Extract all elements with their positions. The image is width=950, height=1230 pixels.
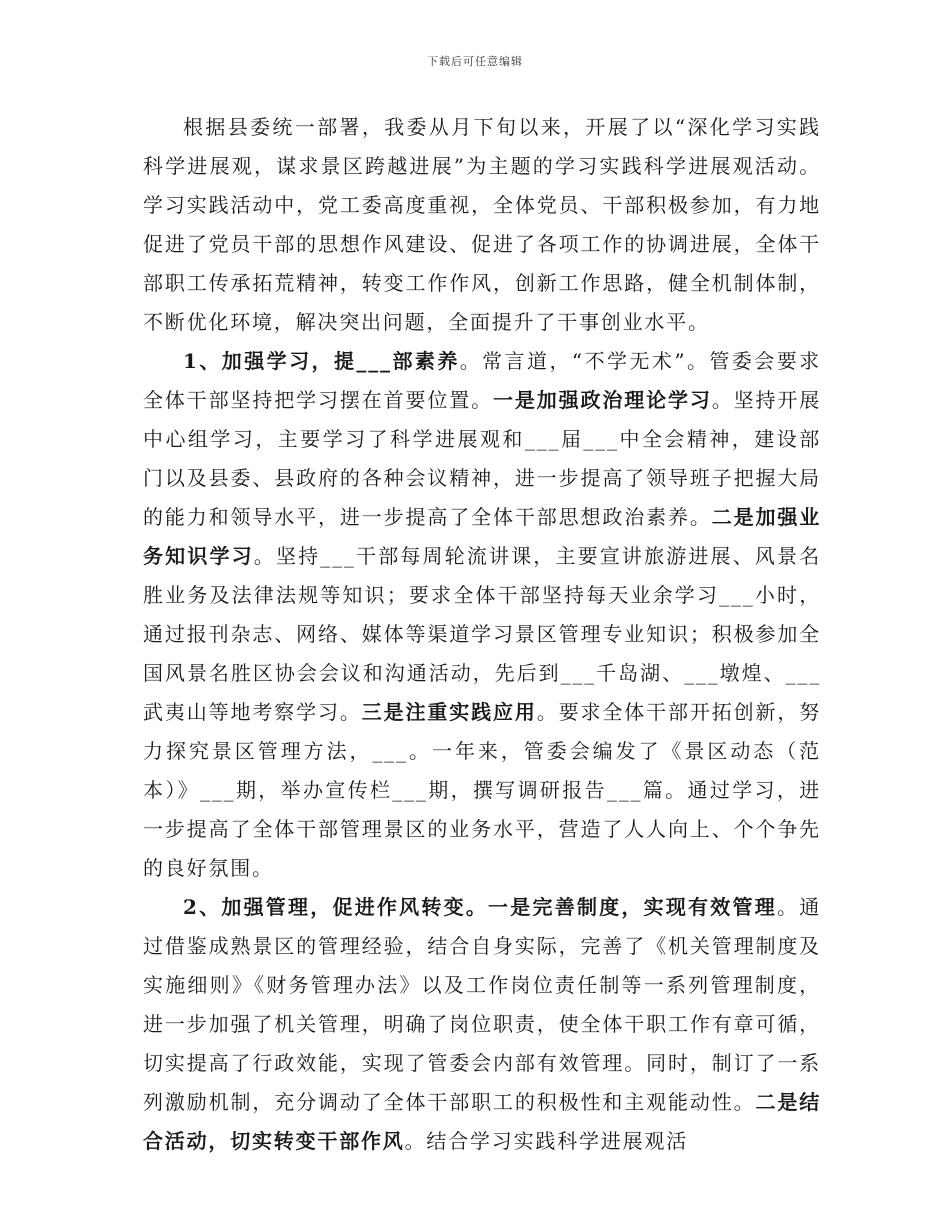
paragraph-section-1 bbox=[143, 342, 821, 888]
subheading: 三是注重实践应用 bbox=[361, 700, 537, 724]
text-run: 。坚持开展中心组学习，主要学习了科学进展观和___届___中全会精神，建设部门以及县委、县政府的各种会议精神，进一步提高了领导班子把握大局的能力和领导水平，进一步提高了全体干部思想政治素养。 bbox=[143, 388, 821, 529]
subheading: 二是加强业务知识学习 bbox=[143, 505, 821, 568]
document-body bbox=[143, 108, 821, 1161]
paragraph-section-2 bbox=[143, 888, 821, 1161]
section-heading: 1、加强学习，提___部素养 bbox=[183, 349, 460, 373]
section-heading: 2、加强管理，促进作风转变。一是完善制度，实现有效管理 bbox=[183, 895, 777, 919]
page-header: 下载后可任意编辑 bbox=[427, 55, 523, 68]
paragraph-intro bbox=[143, 108, 821, 342]
text-run: 。常言道，“不学无术”。管委会要求全体干部坚持把学习摆在首要位置。 bbox=[143, 349, 821, 412]
text-run: 。坚持___干部每周轮流讲课，主要宣讲旅游进展、风景名胜业务及法律法规等知识；要求全体干部坚持每天业余学习___小时，通过报刊杂志、网络、媒体等渠道学习景区管理专业知识；积极参加全国风景名胜区协会会议和沟通活动，先后到___千岛湖、___墩煌、___武夷山等地考察学习。 bbox=[143, 544, 821, 724]
text-run: 。结合学习实践科学进展观活 bbox=[404, 1129, 689, 1153]
subheading: 一是加强政治理论学习 bbox=[492, 388, 712, 412]
text-run: 。通过借鉴成熟景区的管理经验，结合自身实际，完善了《机关管理制度及实施细则》《财务管理办法》以及工作岗位责任制等一系列管理制度，进一步加强了机关管理，明确了岗位职责，使全体干职工作有章可循，切实提高了行政效能，实现了管委会内部有效管理。同时，制订了一系列激励机制，充分调动了全体干部职工的积极性和主观能动性。 bbox=[143, 895, 821, 1114]
text-run: 根据县委统一部署，我委从月下旬以来，开展了以“深化学习实践科学进展观，谋求景区跨越进展”为主题的学习实践科学进展观活动。学习实践活动中，党工委高度重视，全体党员、干部积极参加，有力地促进了党员干部的思想作风建设、促进了各项工作的协调进展，全体干部职工传承拓荒精神，转变工作作风，创新工作思路，健全机制体制，不断优化环境，解决突出问题，全面提升了干事创业水平。 bbox=[143, 115, 821, 334]
text-run: 。要求全体干部开拓创新，努力探究景区管理方法，___。一年来，管委会编发了《景区动态（范本）》___期，举办宣传栏___期，撰写调研报告___篇。通过学习，进一步提高了全体干部管理景区的业务水平，营造了人人向上、个个争先的良好氛围。 bbox=[143, 700, 821, 880]
subheading: 二是结合活动，切实转变干部作风 bbox=[143, 1090, 821, 1153]
